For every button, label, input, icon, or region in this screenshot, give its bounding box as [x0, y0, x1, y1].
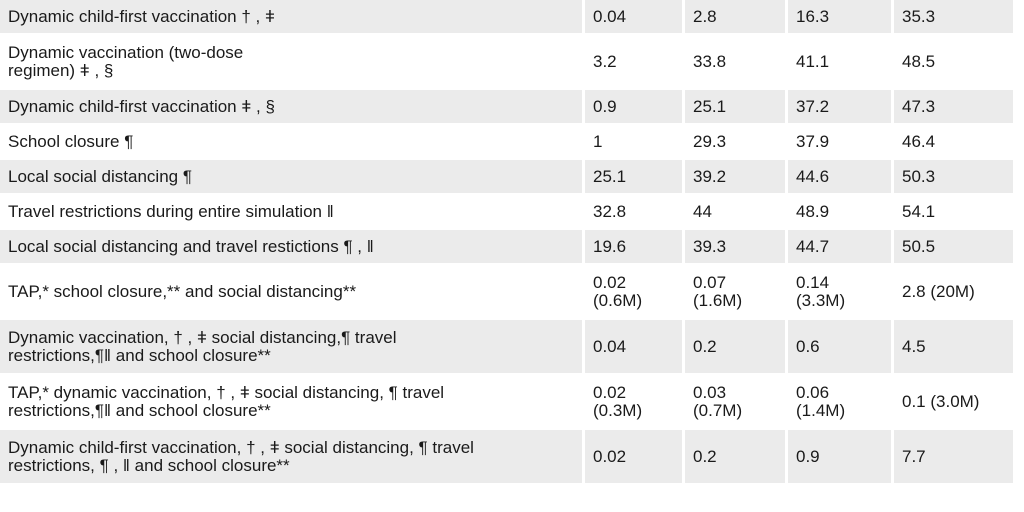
value-cell-1: 19.6 — [585, 230, 685, 265]
table-row — [0, 35, 1013, 90]
value-cell-1: 3.2 — [585, 35, 685, 90]
table-row — [0, 230, 1013, 265]
table-row — [0, 265, 1013, 320]
table-row — [0, 375, 1013, 430]
value-cell-1: 0.9 — [585, 90, 685, 125]
value-cell-2: 44 — [685, 195, 788, 230]
table-row — [0, 0, 1013, 35]
value-cell-4: 54.1 — [894, 195, 1013, 230]
value-cell-3: 37.9 — [788, 125, 894, 160]
intervention-cell: Dynamic child-first vaccination ǂ , § — [0, 90, 585, 125]
value-cell-4: 46.4 — [894, 125, 1013, 160]
intervention-cell: Dynamic child-first vaccination † , ǂ — [0, 0, 585, 35]
value-cell-3: 0.6 — [788, 320, 894, 375]
value-cell-3: 48.9 — [788, 195, 894, 230]
value-cell-3: 16.3 — [788, 0, 894, 35]
intervention-cell: Local social distancing and travel restictions ¶ , ‖ — [0, 230, 585, 265]
value-cell-1: 32.8 — [585, 195, 685, 230]
intervention-cell: Travel restrictions during entire simulation ‖ — [0, 195, 585, 230]
value-cell-4: 47.3 — [894, 90, 1013, 125]
value-cell-4: 50.5 — [894, 230, 1013, 265]
value-cell-2: 0.2 — [685, 430, 788, 485]
table-row — [0, 90, 1013, 125]
intervention-cell: Local social distancing ¶ — [0, 160, 585, 195]
table-row — [0, 160, 1013, 195]
intervention-cell: School closure ¶ — [0, 125, 585, 160]
value-cell-2: 25.1 — [685, 90, 788, 125]
value-cell-4: 48.5 — [894, 35, 1013, 90]
intervention-cell: Dynamic child-first vaccination, † , ǂ social distancing, ¶ travel restrictions, ¶ , ‖ and school closure** — [0, 430, 585, 485]
value-cell-3: 44.7 — [788, 230, 894, 265]
value-cell-1: 0.02 — [585, 430, 685, 485]
value-cell-1: 0.02 (0.3M) — [585, 375, 685, 430]
value-cell-2: 39.2 — [685, 160, 788, 195]
value-cell-2: 39.3 — [685, 230, 788, 265]
value-cell-1: 0.02 (0.6M) — [585, 265, 685, 320]
value-cell-2: 0.2 — [685, 320, 788, 375]
intervention-cell: Dynamic vaccination, † , ǂ social distancing,¶ travel restrictions,¶‖ and school closure** — [0, 320, 585, 375]
value-cell-1: 25.1 — [585, 160, 685, 195]
value-cell-2: 29.3 — [685, 125, 788, 160]
intervention-cell: Dynamic vaccination (two-dose regimen) ǂ , § — [0, 35, 585, 90]
value-cell-3: 37.2 — [788, 90, 894, 125]
value-cell-4: 35.3 — [894, 0, 1013, 35]
value-cell-1: 0.04 — [585, 0, 685, 35]
value-cell-3: 0.06 (1.4M) — [788, 375, 894, 430]
value-cell-1: 0.04 — [585, 320, 685, 375]
table-row — [0, 430, 1013, 485]
intervention-cell: TAP,* school closure,** and social distancing** — [0, 265, 585, 320]
value-cell-3: 41.1 — [788, 35, 894, 90]
value-cell-2: 33.8 — [685, 35, 788, 90]
value-cell-3: 0.14 (3.3M) — [788, 265, 894, 320]
table-row — [0, 125, 1013, 160]
value-cell-4: 2.8 (20M) — [894, 265, 1013, 320]
intervention-cell: TAP,* dynamic vaccination, † , ǂ social distancing, ¶ travel restrictions,¶‖ and school closure** — [0, 375, 585, 430]
value-cell-2: 2.8 — [685, 0, 788, 35]
value-cell-3: 0.9 — [788, 430, 894, 485]
value-cell-2: 0.07 (1.6M) — [685, 265, 788, 320]
table-row — [0, 195, 1013, 230]
value-cell-4: 7.7 — [894, 430, 1013, 485]
value-cell-2: 0.03 (0.7M) — [685, 375, 788, 430]
value-cell-3: 44.6 — [788, 160, 894, 195]
table-row — [0, 320, 1013, 375]
value-cell-4: 50.3 — [894, 160, 1013, 195]
value-cell-4: 4.5 — [894, 320, 1013, 375]
value-cell-1: 1 — [585, 125, 685, 160]
value-cell-4: 0.1 (3.0M) — [894, 375, 1013, 430]
